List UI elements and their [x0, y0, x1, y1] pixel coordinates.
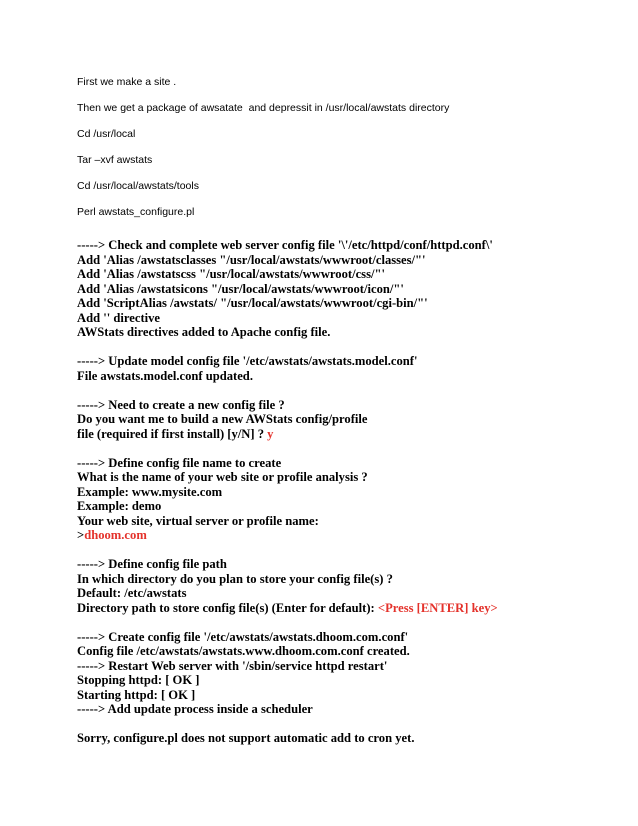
web-server-config-block — [77, 238, 617, 340]
prompt-symbol: > — [77, 528, 85, 542]
console-line: What is the name of your web site or profile analysis ? — [77, 470, 368, 484]
config-name-block — [77, 456, 617, 543]
console-line: Add 'Alias /awstatsicons "/usr/local/awstats/wwwroot/icon/"' — [77, 281, 404, 296]
console-line: Do you want me to build a new AWStats config/profile — [77, 412, 368, 426]
console-line: Add 'ScriptAlias /awstats/ "/usr/local/awstats/wwwroot/cgi-bin/"' — [77, 296, 428, 310]
cron-note-block — [77, 731, 617, 746]
console-line: Your web site, virtual server or profile name: — [77, 513, 319, 528]
user-answer: y — [267, 426, 274, 441]
console-line: Starting httpd: [ OK ] — [77, 687, 196, 702]
console-line: Sorry, configure.pl does not support automatic add to cron yet. — [77, 731, 415, 745]
console-line: -----> Define config file name to create — [77, 455, 282, 470]
console-output — [77, 238, 617, 760]
intro-notes — [77, 76, 597, 232]
model-config-block — [77, 354, 617, 383]
config-path-block — [77, 557, 617, 615]
console-line: Add 'Alias /awstatscss "/usr/local/awstats/wwwroot/css/"' — [77, 267, 385, 281]
console-line: Default: /etc/awstats — [77, 586, 187, 600]
intro-line: Cd /usr/local/awstats/tools — [77, 180, 199, 192]
intro-line: Then we get a package of awsatate and depressit in /usr/local/awstats directory — [77, 102, 450, 114]
user-answer: <Press [ENTER] key> — [377, 600, 498, 615]
console-line: -----> Need to create a new config file ? — [77, 397, 285, 412]
create-config-block — [77, 630, 617, 717]
console-line: -----> Update model config file '/etc/awstats/awstats.model.conf' — [77, 354, 418, 368]
console-line: -----> Add update process inside a scheduler — [77, 702, 313, 716]
console-line: -----> Define config file path — [77, 557, 227, 571]
intro-line: First we make a site . — [77, 76, 177, 88]
user-answer: dhoom.com — [84, 528, 147, 542]
console-line: In which directory do you plan to store your config file(s) ? — [77, 571, 393, 586]
console-line: Example: www.mysite.com — [77, 484, 223, 499]
console-line: Config file /etc/awstats/awstats.www.dhoom.com.conf created. — [77, 644, 410, 658]
intro-line: Tar –xvf awstats — [77, 154, 153, 166]
console-line: Example: demo — [77, 499, 162, 513]
intro-line: Perl awstats_configure.pl — [77, 206, 195, 218]
console-line: Add 'Alias /awstatsclasses "/usr/local/awstats/wwwroot/classes/"' — [77, 252, 426, 267]
console-line: -----> Create config file '/etc/awstats/awstats.dhoom.com.conf' — [77, 629, 409, 644]
new-config-block — [77, 398, 617, 442]
prompt-text: Directory path to store config file(s) (Enter for default): — [77, 600, 378, 615]
console-line: File awstats.model.conf updated. — [77, 368, 253, 383]
console-line — [77, 601, 617, 616]
console-line: -----> Check and complete web server config file '\'/etc/httpd/conf/httpd.conf\' — [77, 238, 493, 252]
prompt-text: file (required if first install) [y/N] ? — [77, 426, 268, 441]
console-line: -----> Restart Web server with '/sbin/service httpd restart' — [77, 658, 388, 673]
console-line: Add '' directive — [77, 310, 161, 325]
console-line — [77, 427, 617, 442]
console-line: Stopping httpd: [ OK ] — [77, 673, 200, 687]
console-line: AWStats directives added to Apache config file. — [77, 325, 331, 339]
console-line — [77, 528, 617, 543]
intro-line: Cd /usr/local — [77, 128, 136, 140]
